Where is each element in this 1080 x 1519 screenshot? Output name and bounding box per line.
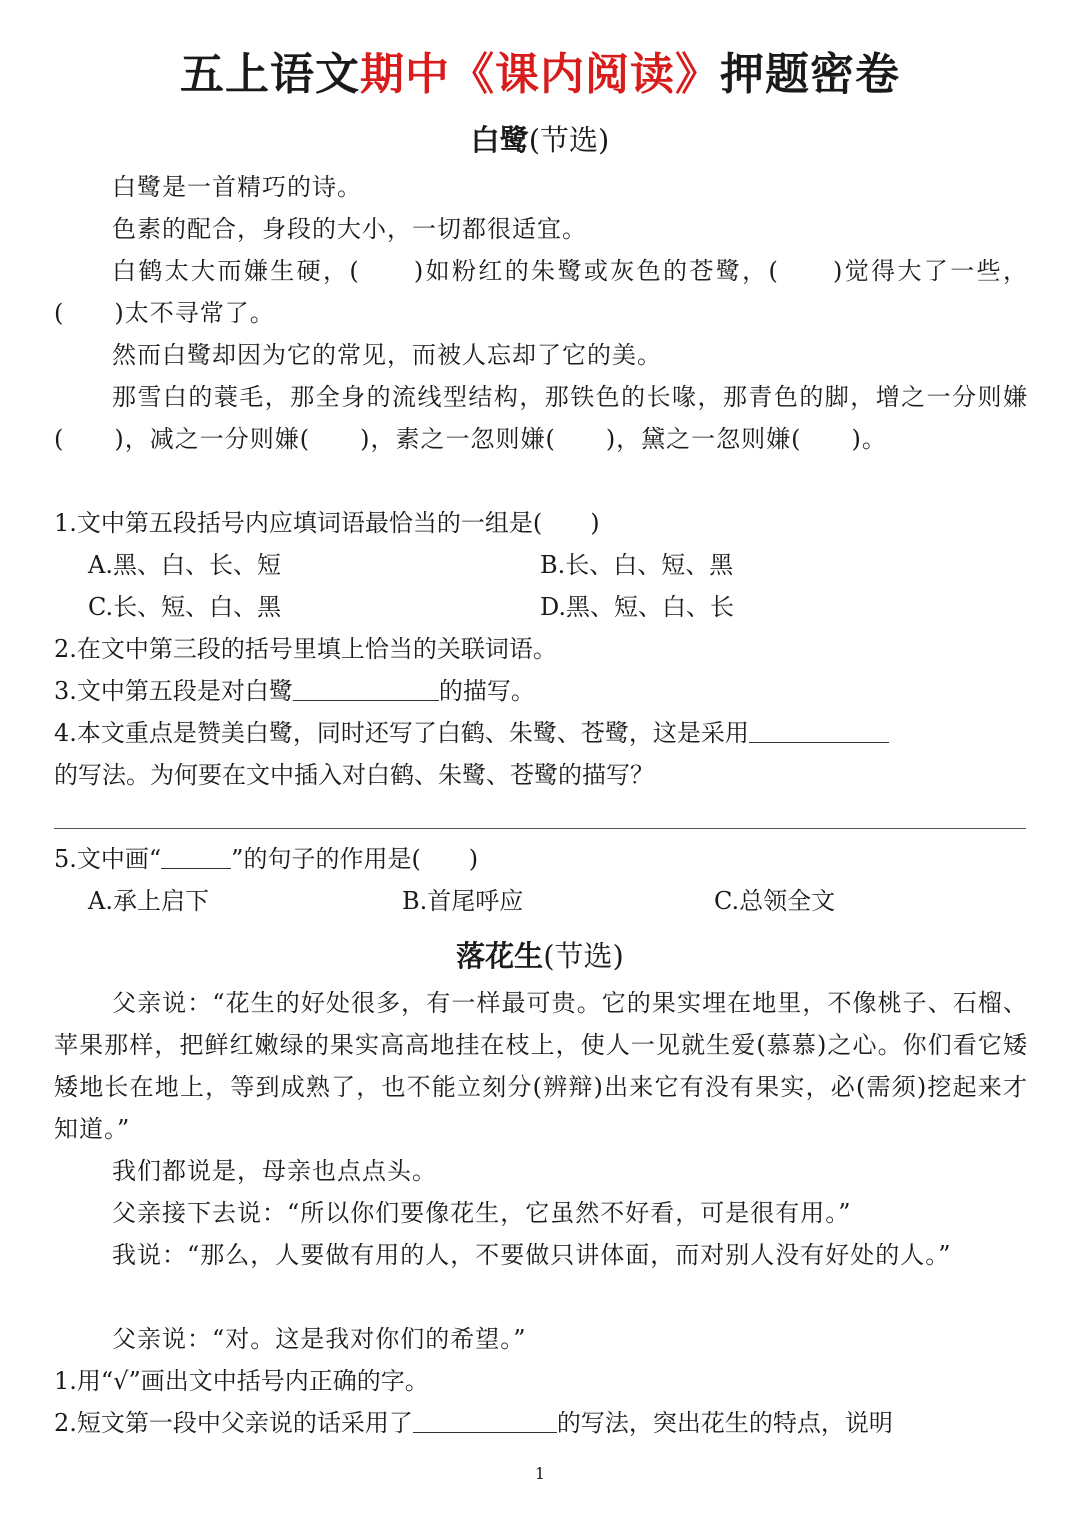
q1-option-a: A.黑、白、长、短 [88,551,281,579]
section2-paragraph-1: 父亲说：“花生的好处很多，有一样最可贵。它的果实埋在地里，不像桃子、石榴、苹果那样，把鲜红嫩绿的果实高高地挂在枝上，使人一见就生爱(慕慕)之心。你们看它矮矮地长在地上，等到成熟了，也不能立刻分(辨辩)出来它有没有果实，必(需须)挖起来才知道。” [54,989,1028,1143]
section2-paragraph-5: 父亲说：“对。这是我对你们的希望。” [112,1325,527,1353]
section1-paragraph-1: 白鹭是一首精巧的诗。 [112,173,362,201]
title-part2: 期中《课内阅读》 [360,49,720,100]
q1-option-d: D.黑、短、白、长 [540,593,735,621]
section1-question-5 [54,838,1028,880]
q3-text-after: 的描写。 [438,677,535,705]
section1-question-4 [54,712,1028,754]
section1-question-3 [54,670,1028,712]
page-number: 1 [534,1464,546,1483]
q1-option-b: B.长、白、短、黑 [540,551,734,579]
section2-paragraph-4: 我说：“那么，人要做有用的人，不要做只讲体面，而对别人没有好处的人。” [112,1241,952,1269]
section2-tag: (节选) [543,939,624,973]
q3-answer-blank[interactable] [293,674,439,701]
page-title [0,42,1080,108]
section2-paragraph-3: 父亲接下去说：“所以你们要像花生，它虽然不好看，可是很有用。” [112,1199,852,1227]
q5-text-after: ”的句子的作用是( ) [231,845,479,873]
s2q2-text-before: 2.短文第一段中父亲说的话采用了 [54,1409,413,1437]
section1-question-2: 2.在文中第三段的括号里填上恰当的关联词语。 [54,635,557,663]
s2q2-text-after: 的写法，突出花生的特点，说明 [556,1409,893,1437]
section1-title [0,120,1080,160]
section1-paragraph-4: 然而白鹭却因为它的常见，而被人忘却了它的美。 [112,341,662,369]
section2-title [0,936,1080,976]
q1-option-c: C.长、短、白、黑 [88,593,282,621]
q5-option-b: B.首尾呼应 [402,887,524,915]
s2q2-answer-blank[interactable] [413,1406,557,1433]
section2-question-2 [54,1402,1028,1444]
title-part3: 押题密卷 [720,49,900,100]
q4-text-before: 4.本文重点是赞美白鹭，同时还写了白鹤、朱鹭、苍鹭，这是采用 [54,719,749,747]
title-part1: 五上语文 [180,49,360,100]
section2-question-1: 1.用“√”画出文中括号内正确的字。 [54,1367,429,1395]
q4-answer-line[interactable] [54,828,1026,829]
q4-answer-blank[interactable] [749,716,889,743]
section1-tag: (节选) [528,123,610,157]
q5-option-a: A.承上启下 [88,887,209,915]
section1-paragraph-3: 白鹤太大而嫌生硬，( )如粉红的朱鹭或灰色的苍鹭，( )觉得大了一些，( )太不寻常了。 [54,257,1028,327]
q5-option-c: C.总领全文 [714,887,836,915]
section1-paragraph-5: 那雪白的蓑毛，那全身的流线型结构，那铁色的长喙，那青色的脚，增之一分则嫌( )，减之一分则嫌( )，素之一忽则嫌( )，黛之一忽则嫌( )。 [54,383,1028,453]
section2-paragraph-2: 我们都说是，母亲也点点头。 [112,1157,437,1185]
section1-question-4-line2: 的写法。为何要在文中插入对白鹤、朱鹭、苍鹭的描写？ [54,761,654,789]
q3-text-before: 3.文中第五段是对白鹭 [54,677,293,705]
section1-name: 白鹭 [470,123,529,157]
q5-text-before: 5.文中画“ [54,845,162,873]
section2-name: 落花生 [456,939,544,973]
q5-underline-mark [161,842,231,869]
section1-paragraph-2: 色素的配合，身段的大小，一切都很适宜。 [112,215,587,243]
section1-question-1: 1.文中第五段括号内应填词语最恰当的一组是( ) [54,509,600,537]
